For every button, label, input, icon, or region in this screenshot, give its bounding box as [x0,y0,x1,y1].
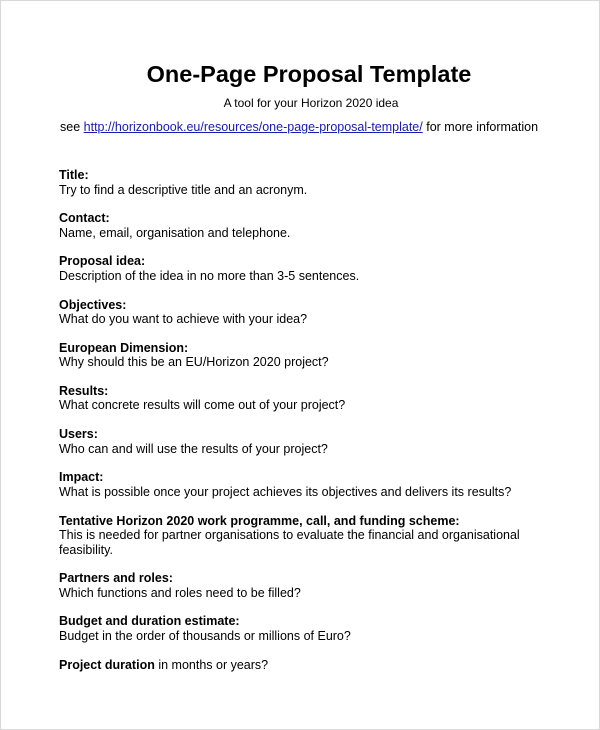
section-label: Title: [59,168,89,182]
section-text: in months or years? [158,657,269,672]
section-label: Tentative Horizon 2020 work programme, call, and funding scheme: [59,513,460,528]
section-label: Objectives: [59,297,127,312]
proposal-sections [59,168,539,686]
section-label: Results: [59,383,109,398]
section-label: Impact: [59,470,104,485]
section-text: Description of the idea in no more than 3-5 sentences. [59,268,360,283]
see-prefix: see [60,120,81,134]
section-text: Name, email, organisation and telephone. [59,225,291,240]
section-contact [59,211,539,240]
section-impact [59,470,539,499]
section-text: Try to find a descriptive title and an acronym. [59,182,308,197]
section-text: What do you want to achieve with your idea? [59,312,308,327]
section-label: European Dimension: [59,340,189,355]
section-text: Why should this be an EU/Horizon 2020 project? [59,355,329,370]
section-label: Proposal idea: [59,254,146,269]
document-title: One-Page Proposal Template [146,61,472,87]
section-results [59,384,539,413]
section-text: Who can and will use the results of your project? [59,441,328,456]
section-budget-duration [59,614,539,643]
see-suffix: for more information [426,120,539,134]
section-label: Contact: [59,211,110,226]
more-info-line [60,120,538,134]
section-text: What concrete results will come out of your project? [59,398,346,413]
section-text: Which functions and roles need to be filled? [59,585,301,600]
section-text: This is needed for partner organisations to evaluate the financial and organisational feasibility. [59,528,520,557]
section-text: Budget in the order of thousands or millions of Euro? [59,628,351,643]
section-label: Project duration [59,657,155,672]
section-text: What is possible once your project achieves its objectives and delivers its results? [59,484,512,499]
section-objectives [59,298,539,327]
section-proposal-idea [59,254,539,283]
section-work-programme [59,514,539,558]
section-label: Budget and duration estimate: [59,614,240,629]
horizonbook-link[interactable]: http://horizonbook.eu/resources/one-page-proposal-template/ [83,120,423,134]
section-project-duration [59,658,539,673]
section-partners-roles [59,571,539,600]
section-users [59,427,539,456]
document-subtitle: A tool for your Horizon 2020 idea [223,96,399,110]
section-label: Users: [59,427,98,442]
section-title [59,168,539,197]
section-label: Partners and roles: [59,571,173,586]
section-european-dimension [59,341,539,370]
